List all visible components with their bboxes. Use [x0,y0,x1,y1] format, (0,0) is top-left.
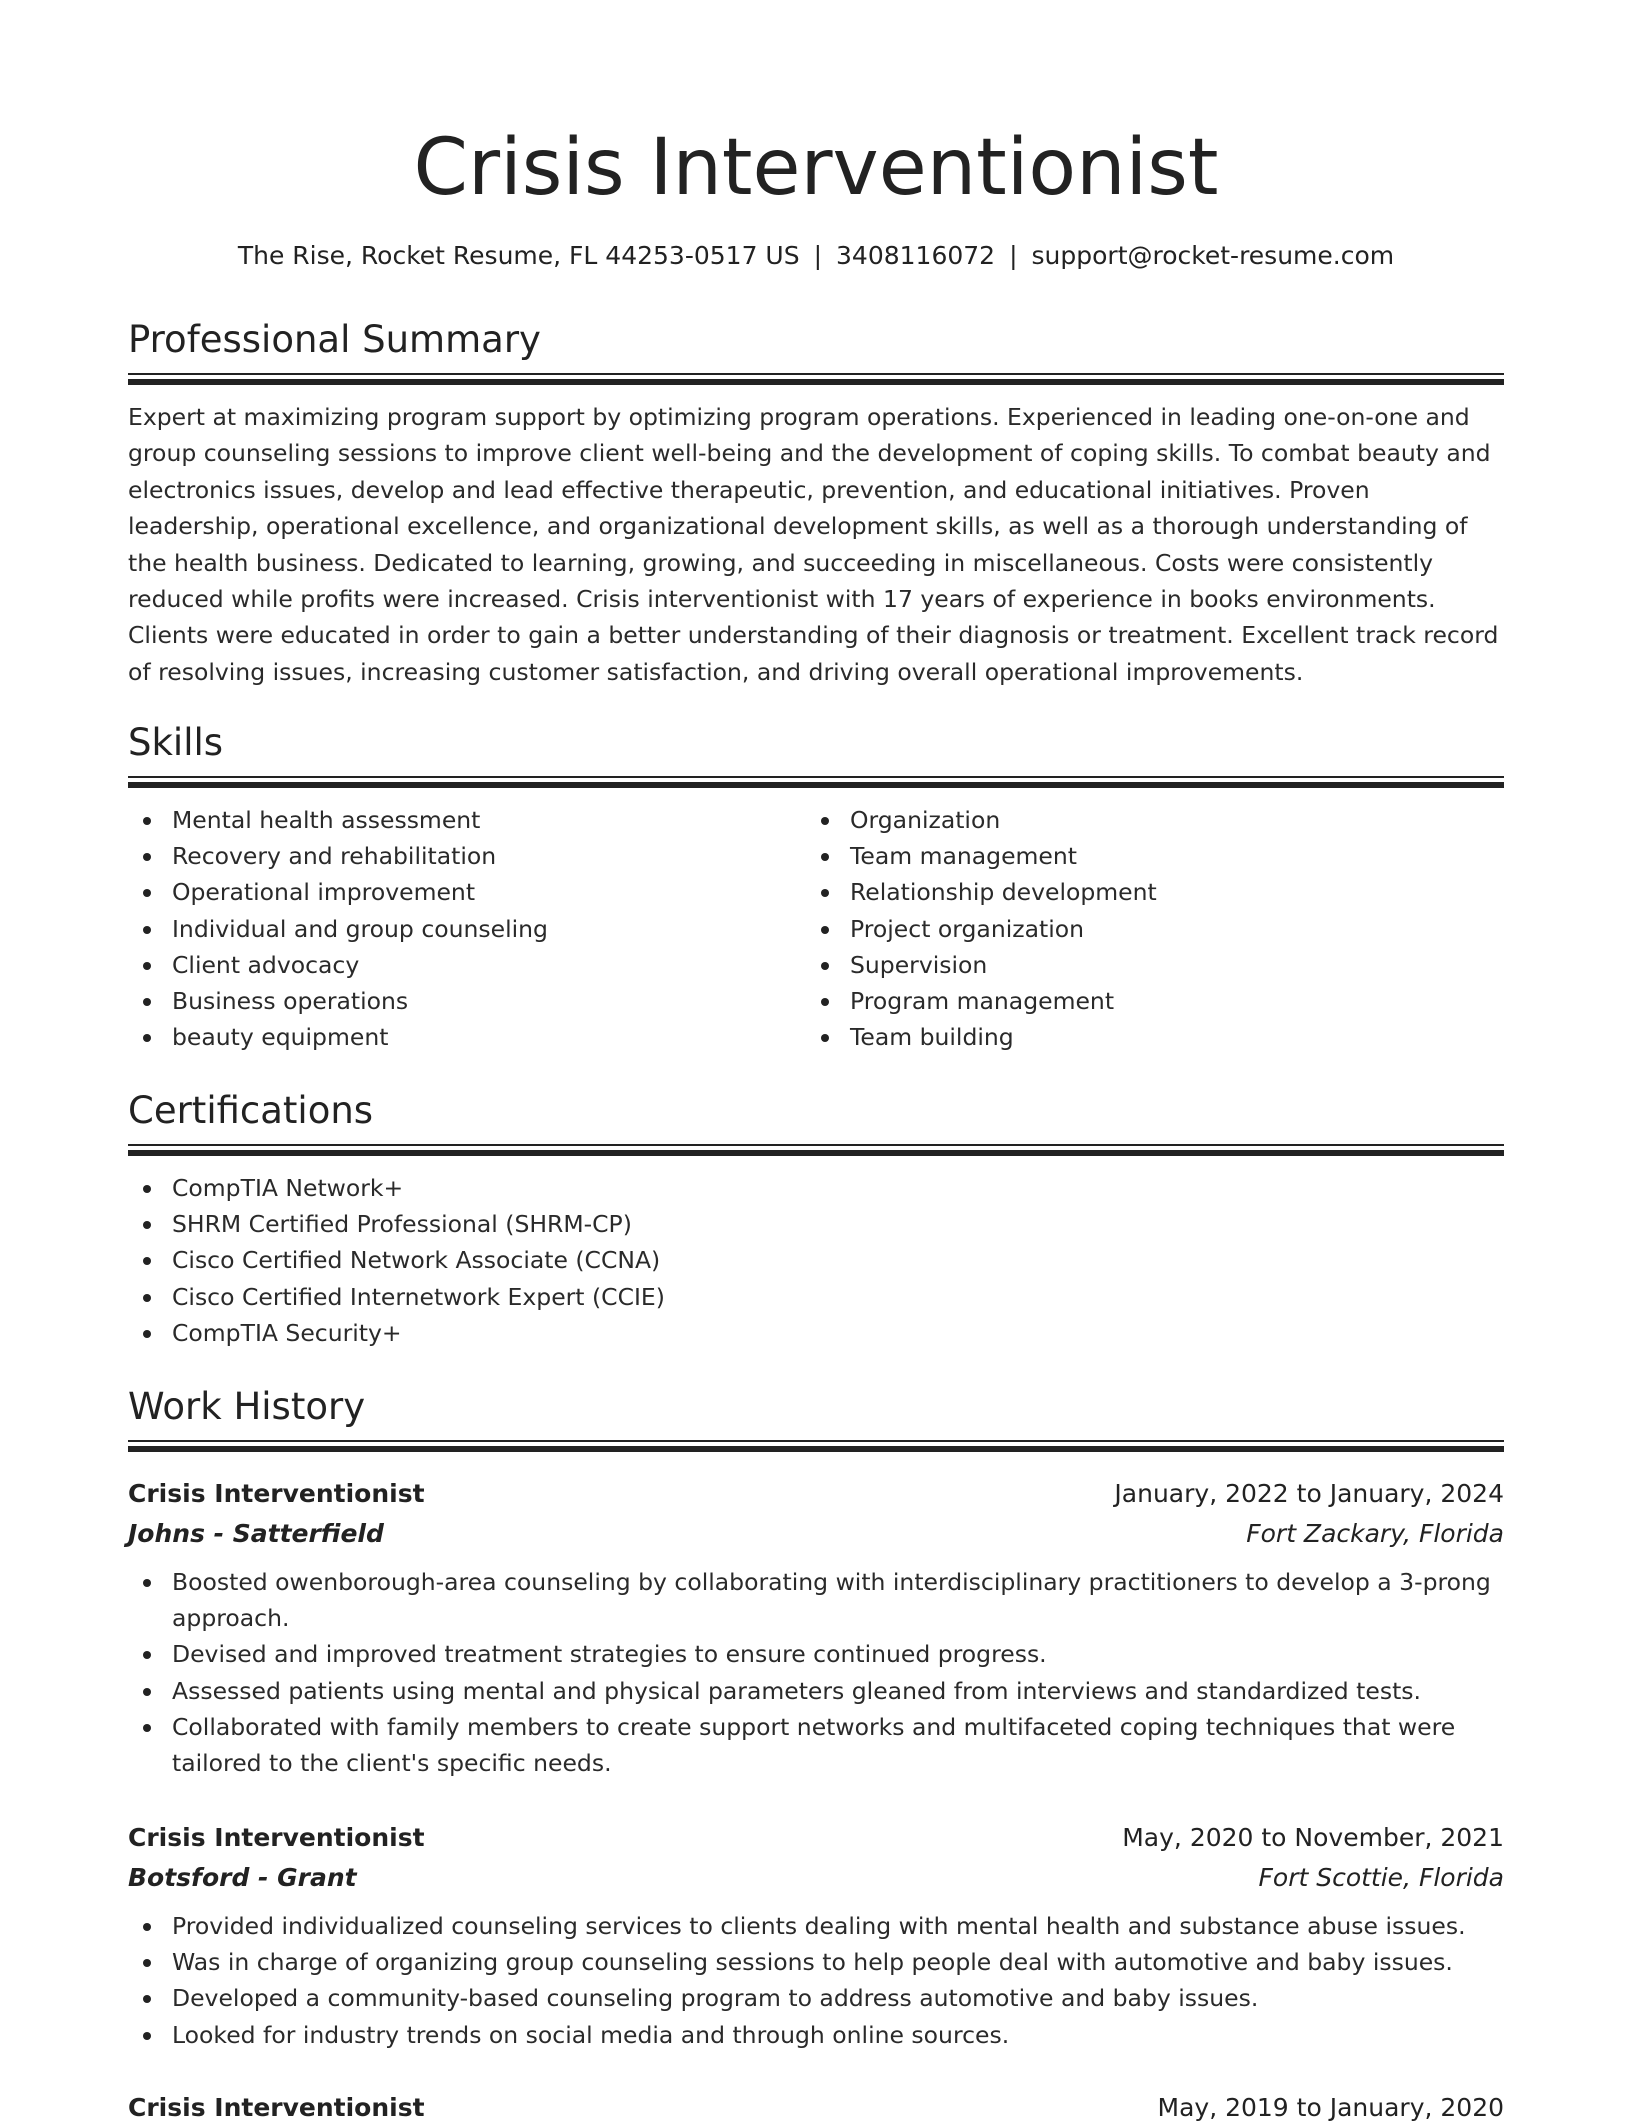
skills-column-right [806,802,1484,1055]
job-header-row [128,1818,1504,1858]
certification-item: Cisco Certified Internetwork Expert (CCIE) [128,1279,1504,1315]
contact-line [128,238,1504,274]
job-entry [128,1474,1504,1781]
contact-phone[interactable]: 3408116072 [836,241,996,270]
job-bullet: Provided individualized counseling services to clients dealing with mental health and substance abuse issues. [128,1908,1504,1944]
job-location: Fort Zackary, Florida [1246,1519,1504,1548]
section-divider [128,1144,1504,1156]
certifications-heading: Certifications [128,1089,374,1132]
certifications-section [128,1086,1504,1351]
skills-list-right [806,802,1484,1055]
summary-section [128,315,1504,690]
contact-separator: | [813,241,823,270]
section-divider [128,776,1504,788]
skill-item: Business operations [128,983,806,1019]
certification-item: Cisco Certified Network Associate (CCNA) [128,1242,1504,1278]
job-entry [128,1818,1504,2053]
job-location: Fort Scottie, Florida [1258,1863,1504,1892]
job-bullet: Developed a community-based counseling program to address automotive and baby issues. [128,1980,1504,2016]
job-header-row [128,1474,1504,1514]
job-bullet: Assessed patients using mental and physical parameters gleaned from interviews and standardized tests. [128,1673,1504,1709]
job-bullets [128,1908,1504,2053]
skill-item: Project organization [806,911,1484,947]
job-title: Crisis Interventionist [128,1823,425,1852]
section-divider [128,373,1504,385]
skill-item: Individual and group counseling [128,911,806,947]
job-bullets [128,1564,1504,1781]
job-title: Crisis Interventionist [128,2093,425,2122]
job-company: Johns - Satterfield [128,1519,384,1548]
work-history-section [128,1382,1504,1452]
skills-heading: Skills [128,721,224,764]
work-history-heading: Work History [128,1385,366,1428]
skill-item: Team management [806,838,1484,874]
skill-item: Mental health assessment [128,802,806,838]
job-title: Crisis Interventionist [128,1479,425,1508]
skill-item: Recovery and rehabilitation [128,838,806,874]
certification-item: CompTIA Network+ [128,1170,1504,1206]
skills-columns [128,802,1504,1055]
certification-item: SHRM Certified Professional (SHRM-CP) [128,1206,1504,1242]
resume-name: Crisis Interventionist [413,123,1219,213]
job-bullet: Boosted owenborough-area counseling by collaborating with interdisciplinary practitioners to develop a 3-prong approach. [128,1564,1504,1636]
certification-item: CompTIA Security+ [128,1315,1504,1351]
skills-list-left [128,802,806,1055]
skill-item: Team building [806,1019,1484,1055]
job-entry [128,2088,1504,2128]
certifications-list [128,1170,1504,1351]
job-bullet: Was in charge of organizing group counseling sessions to help people deal with automotive and baby issues. [128,1944,1504,1980]
skill-item: Operational improvement [128,874,806,910]
job-company-row [128,1858,1504,1898]
job-dates: May, 2020 to November, 2021 [1122,1823,1504,1852]
skill-item: Relationship development [806,874,1484,910]
skills-column-left [128,802,806,1055]
skill-item: Supervision [806,947,1484,983]
job-dates: January, 2022 to January, 2024 [1114,1479,1504,1508]
skill-item: beauty equipment [128,1019,806,1055]
job-company: Botsford - Grant [128,1863,357,1892]
job-bullet: Collaborated with family members to create support networks and multifaceted coping techniques that were tailored to the client's specific needs. [128,1709,1504,1781]
job-dates: May, 2019 to January, 2020 [1157,2093,1504,2122]
skill-item: Program management [806,983,1484,1019]
summary-heading: Professional Summary [128,318,541,361]
contact-address: The Rise, Rocket Resume, FL 44253-0517 US [237,241,800,270]
skill-item: Client advocacy [128,947,806,983]
section-divider [128,1440,1504,1452]
contact-separator: | [1009,241,1018,270]
job-bullet: Devised and improved treatment strategies to ensure continued progress. [128,1636,1504,1672]
job-header-row [128,2088,1504,2128]
job-bullet: Looked for industry trends on social media and through online sources. [128,2017,1504,2053]
skill-item: Organization [806,802,1484,838]
summary-text: Expert at maximizing program support by optimizing program operations. Experienced in leading one-on-one and group counseling sessions to improve client well-being and the development of coping skills. To combat beauty and electronics issues, develop and lead effective therapeutic, prevention, and educational initiatives. Proven leadership, operational excellence, and organizational development skills, as well as a thorough understanding of the health business. Dedicated to learning, growing, and succeeding in miscellaneous. Costs were consistently reduced while profits were increased. Crisis interventionist with 17 years of experience in books environments. Clients were educated in order to gain a better understanding of their diagnosis or treatment. Excellent track record of resolving issues, increasing customer satisfaction, and driving overall operational improvements. [128,403,1499,686]
contact-email[interactable]: support@rocket-resume.com [1031,241,1395,270]
skills-section [128,718,1504,1055]
job-company-row [128,1514,1504,1554]
